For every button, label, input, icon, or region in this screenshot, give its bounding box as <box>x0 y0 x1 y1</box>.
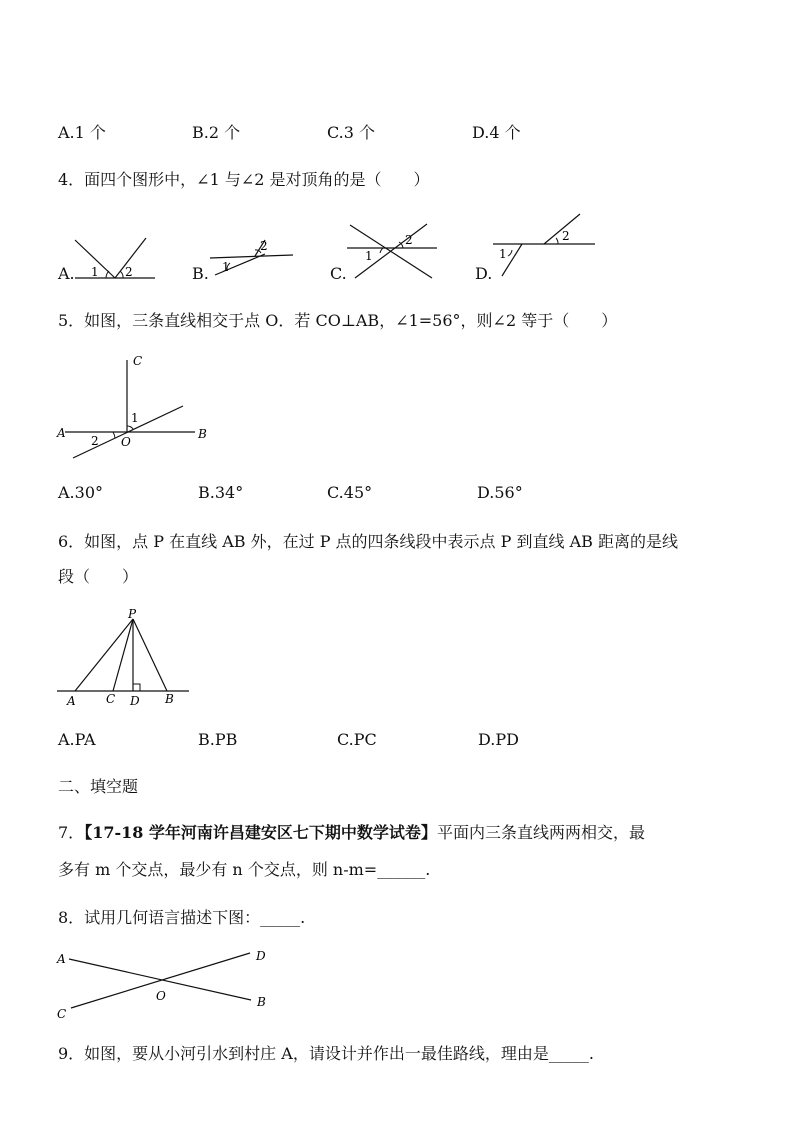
q6-option-b: B.PB <box>198 730 238 749</box>
q4c-angle1-label: 1 <box>365 249 373 263</box>
q6-option-d: D.PD <box>478 730 519 749</box>
q3-option-d: D.4 个 <box>472 123 521 142</box>
q6-option-c: C.PC <box>337 730 377 749</box>
q5-option-a: A.30° <box>58 483 103 502</box>
q3-option-a: A.1 个 <box>58 123 106 142</box>
q5-point-a: A <box>57 426 66 440</box>
q6-question-line1: 6．如图，点 P 在直线 AB 外，在过 P 点的四条线段中表示点 P 到直线 AB 距离的是线 <box>58 532 678 551</box>
q6-option-a: A.PA <box>58 730 96 749</box>
q4-figure-a <box>70 230 160 285</box>
q4-figure-label-b: B. <box>192 264 209 283</box>
q8-figure <box>55 945 275 1023</box>
q4d-angle1-label: 1 <box>499 247 507 261</box>
q5-point-b: B <box>198 427 207 441</box>
q7-text: 平面内三条直线两两相交，最 <box>436 823 645 842</box>
q5-option-d: D.56° <box>477 483 523 502</box>
q4a-angle2-label: 2 <box>125 265 133 279</box>
q3-option-c: C.3 个 <box>327 123 376 142</box>
q5-point-c: C <box>133 354 143 368</box>
q8-point-b: B <box>257 995 266 1009</box>
q5-figure <box>55 350 215 462</box>
q7-number: 7． <box>58 823 85 842</box>
q6-point-b: B <box>165 692 174 706</box>
q4c-angle2-label: 2 <box>405 233 413 247</box>
q4-figure-b <box>205 230 300 285</box>
q8-question: 8．试用几何语言描述下图：_____. <box>58 908 306 927</box>
q8-point-o: O <box>156 989 166 1003</box>
q6-point-c: C <box>106 692 116 706</box>
q6-question-line2: 段（ ） <box>58 567 139 586</box>
q4a-angle1-label: 1 <box>91 265 99 279</box>
q7-question-line2: 多有 m 个交点，最少有 n 个交点，则 n-m=______. <box>58 860 431 879</box>
q7-question-line1 <box>58 823 645 843</box>
q8-point-d: D <box>256 949 266 963</box>
q8-point-a: A <box>57 952 66 966</box>
q9-question: 9．如图，要从小河引水到村庄 A，请设计并作出一最佳路线，理由是_____. <box>58 1044 594 1063</box>
q6-figure <box>55 605 195 710</box>
q5-angle1-label: 1 <box>131 411 139 425</box>
q4-figure-label-a: A. <box>58 264 75 283</box>
q5-question: 5．如图，三条直线相交于点 O．若 CO⊥AB，∠1=56°，则∠2 等于（ ） <box>58 311 618 330</box>
q5-option-b: B.34° <box>198 483 244 502</box>
q5-option-c: C.45° <box>327 483 373 502</box>
q4b-angle1-label: 1 <box>222 260 230 274</box>
q6-point-d: D <box>130 694 140 708</box>
q4b-angle2-label: 2 <box>260 239 268 253</box>
q4-question: 4．面四个图形中，∠1 与∠2 是对顶角的是（ ） <box>58 170 430 189</box>
q6-point-a: A <box>67 694 76 708</box>
q5-point-o: O <box>121 435 131 449</box>
q4-figure-label-d: D. <box>475 264 493 283</box>
section-title: 二、填空题 <box>58 777 139 796</box>
q6-point-p: P <box>128 607 137 621</box>
q4-figure-label-c: C. <box>330 264 347 283</box>
q4-figure-d <box>490 210 600 282</box>
q4d-angle2-label: 2 <box>562 229 570 243</box>
q5-angle2-label: 2 <box>91 434 99 448</box>
q7-source: 【17-18 学年河南许昌建安区七下期中数学试卷】 <box>84 823 437 842</box>
q4-figure-c <box>345 220 440 282</box>
q8-point-c: C <box>57 1007 67 1021</box>
q3-option-b: B.2 个 <box>192 123 241 142</box>
